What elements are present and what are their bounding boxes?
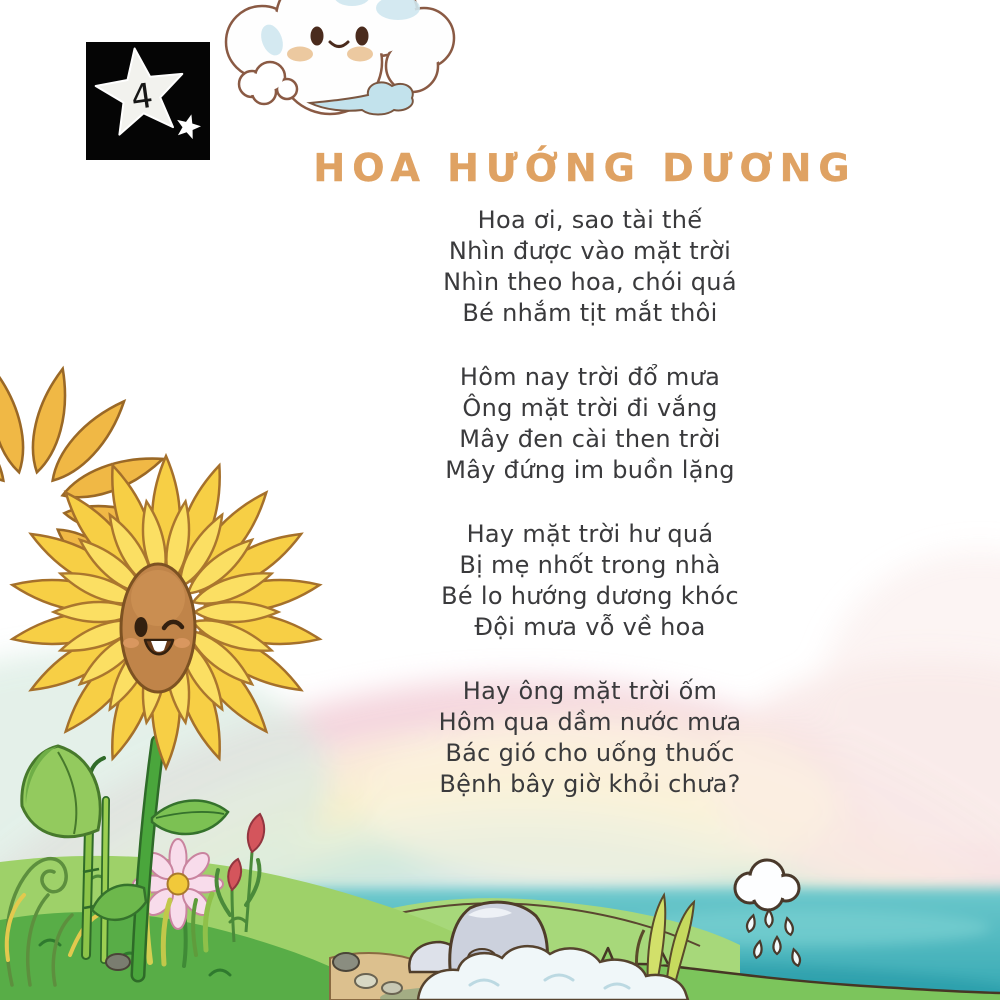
poem-line: Hay ông mặt trời ốm: [462, 677, 718, 705]
badge-number: 4: [128, 75, 156, 119]
poem-line: Nhìn theo hoa, chói quá: [443, 268, 737, 296]
poem-line: Mây đen cài then trời: [459, 425, 721, 453]
star-badge: [86, 42, 210, 160]
poem-line: Hôm qua dầm nước mưa: [438, 708, 742, 736]
poem-stanza: [180, 676, 1000, 800]
poem-line: Ông mặt trời đi vắng: [462, 394, 718, 422]
poem-line: Bé lo hướng dương khóc: [441, 582, 739, 610]
poem-line: Hôm nay trời đổ mưa: [459, 363, 721, 391]
poem-line: Hay mặt trời hư quá: [466, 520, 714, 548]
poem-line: Bé nhắm tịt mắt thôi: [462, 299, 718, 327]
poem-line: Bị mẹ nhốt trong nhà: [459, 551, 721, 579]
cloud-character-icon: [226, 0, 454, 115]
poem-line: Nhìn được vào mặt trời: [448, 237, 732, 265]
poem-stanza: [180, 519, 1000, 643]
poem-line: Mây đứng im buồn lặng: [445, 456, 735, 484]
poem-line: Đội mưa vỗ về hoa: [474, 613, 706, 641]
poem-line: Hoa ơi, sao tài thế: [477, 206, 703, 234]
poem-stanza: [180, 362, 1000, 486]
poem-line: Bác gió cho uống thuốc: [445, 739, 735, 767]
poem-title: HOA HƯỚNG DƯƠNG: [313, 146, 857, 190]
poem-stanza: [180, 205, 1000, 329]
poem-line: Bệnh bây giờ khỏi chưa?: [439, 770, 741, 798]
poem-body: [180, 205, 1000, 833]
